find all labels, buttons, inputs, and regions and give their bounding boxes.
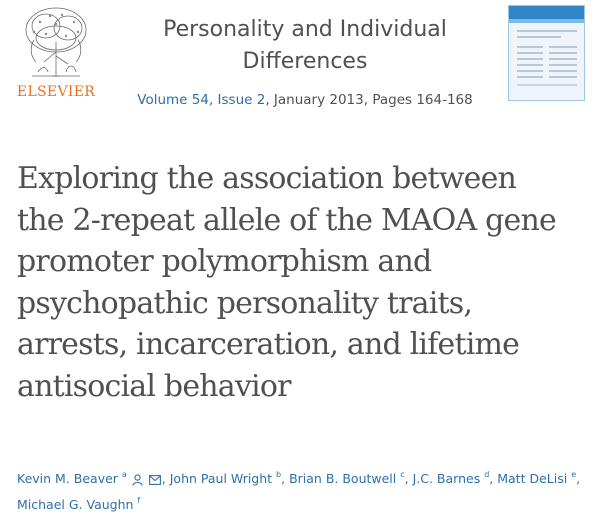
article-title-line: psychopathic personality traits, [17, 285, 473, 321]
author-link[interactable]: Matt DeLisi [497, 471, 568, 486]
cover-text-line [517, 70, 543, 72]
cover-text-line [549, 70, 577, 72]
article-title-line: the 2-repeat allele of the MAOA gene [17, 202, 556, 238]
cover-text-line [517, 64, 543, 66]
affiliation-marker[interactable]: c [400, 470, 405, 479]
author-link[interactable]: Kevin M. Beaver [17, 471, 118, 486]
article-title-line: Exploring the association between [17, 161, 517, 196]
affiliation-marker[interactable]: f [137, 496, 141, 505]
cover-text-line [517, 58, 543, 60]
article-title-line: promoter polymorphism and [17, 244, 432, 279]
author-link[interactable]: Brian B. Boutwell [289, 471, 397, 486]
cover-subheader-band [509, 19, 584, 23]
envelope-icon[interactable] [149, 475, 161, 485]
cover-text-line [517, 52, 543, 54]
author-link[interactable]: Michael G. Vaughn [17, 497, 134, 512]
journal-title-line-1: Personality and Individual [163, 17, 447, 42]
cover-text-line [517, 36, 561, 38]
article-title-line: antisocial behavior [17, 368, 291, 404]
cover-text-line [549, 64, 577, 66]
volume-issue-line [130, 92, 480, 108]
author-separator: , [489, 471, 498, 486]
affiliation-marker[interactable]: e [571, 470, 577, 479]
journal-header [130, 14, 480, 108]
author-separator: , [404, 471, 413, 486]
article-title [17, 158, 597, 407]
author-link[interactable]: J.C. Barnes [412, 471, 481, 486]
journal-cover-thumbnail[interactable] [508, 5, 585, 101]
author-link[interactable]: John Paul Wright [169, 471, 273, 486]
cover-text-line [549, 46, 577, 48]
author-separator: , [281, 471, 290, 486]
affiliation-marker[interactable]: d [484, 470, 490, 479]
journal-title[interactable] [130, 14, 480, 78]
cover-text-line [517, 84, 577, 86]
author-separator: , [576, 471, 581, 486]
elsevier-wordmark: ELSEVIER [16, 84, 96, 100]
cover-text-line [549, 58, 577, 60]
affiliation-marker[interactable]: a [121, 470, 127, 479]
cover-text-line [517, 76, 543, 78]
elsevier-tree-icon [16, 6, 96, 82]
cover-text-line [549, 52, 577, 54]
author-list [17, 464, 592, 516]
article-title-line: arrests, incarceration, and lifetime [17, 327, 520, 362]
issue-date-pages: , January 2013, Pages 164-168 [265, 92, 473, 108]
author-separator: , [161, 471, 170, 486]
journal-title-line-2: Differences [242, 49, 368, 74]
cover-header-band [509, 6, 584, 19]
person-icon[interactable] [132, 474, 143, 486]
elsevier-logo[interactable] [10, 6, 102, 106]
cover-text-line [549, 76, 577, 78]
cover-text-line [517, 30, 577, 32]
cover-text-line [517, 46, 543, 48]
volume-issue-link[interactable]: Volume 54, Issue 2 [137, 92, 266, 108]
affiliation-marker[interactable]: b [276, 470, 282, 479]
